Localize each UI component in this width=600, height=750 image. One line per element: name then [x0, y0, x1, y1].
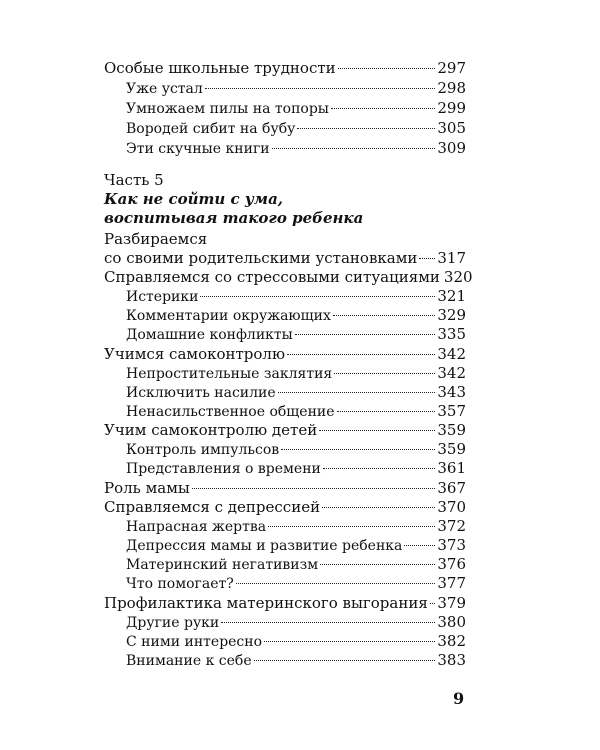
toc-subentry	[126, 78, 466, 99]
toc-subentry	[126, 458, 466, 479]
toc-entry-page: 361	[437, 459, 466, 477]
toc-subentry	[126, 535, 466, 556]
toc-entry-page: 320	[443, 268, 473, 286]
toc-entry-title: Учим самоконтролю детей	[104, 421, 318, 439]
toc-entry-title: Что помогает?	[126, 576, 234, 592]
toc-entry-title: Особые школьные трудности	[104, 59, 336, 77]
toc-subentry	[126, 305, 466, 326]
leader-dots	[319, 430, 435, 431]
toc-entry-title: со своими родительскими установками	[104, 249, 418, 267]
toc-entry-title: Другие руки	[126, 615, 220, 631]
toc-entry-page: 359	[437, 440, 466, 458]
leader-dots	[205, 88, 436, 89]
part-label: Часть 5	[104, 171, 164, 189]
toc-subentry	[126, 286, 466, 307]
toc-subentry	[126, 401, 466, 422]
toc-entry	[104, 593, 466, 613]
toc-entry-page: 379	[437, 594, 466, 612]
toc-entry-page: 305	[437, 119, 466, 137]
toc-entry-title: Напрасная жертва	[126, 519, 267, 535]
leader-dots	[337, 411, 436, 412]
toc-entry-page: 377	[437, 574, 466, 592]
leader-dots	[221, 622, 435, 623]
toc-entry-page: 298	[437, 79, 466, 97]
toc-entry-title: Уже устал	[126, 81, 203, 97]
leader-dots	[430, 603, 436, 604]
toc-subentry	[126, 516, 466, 537]
leader-dots	[322, 507, 435, 508]
part-title-line-1: Как не сойти с ума,	[104, 190, 284, 208]
toc-subentry	[126, 382, 466, 403]
leader-dots	[200, 296, 435, 297]
toc-entry-page: 329	[437, 306, 466, 324]
toc-entry	[104, 267, 473, 287]
toc-entry-title: Роль мамы	[104, 479, 190, 497]
leader-dots	[334, 373, 435, 374]
toc-entry-page: 382	[437, 632, 466, 650]
toc-entry-title: Представления о времени	[126, 461, 321, 477]
leader-dots	[287, 354, 435, 355]
toc-subentry	[126, 650, 466, 671]
leader-dots	[295, 334, 436, 335]
toc-entry-page: 359	[437, 421, 466, 439]
toc-entry-page: 380	[437, 613, 466, 631]
toc-entry-page: 299	[437, 99, 466, 117]
toc-entry-page: 317	[437, 249, 466, 267]
toc-entry-title: Справляемся с депрессией	[104, 498, 321, 516]
toc-entry-title: С ними интересно	[126, 634, 263, 650]
toc-entry-title: Вородей сибит на бубу	[126, 121, 296, 137]
toc-entry	[104, 58, 466, 78]
leader-dots	[264, 641, 435, 642]
toc-subentry	[126, 324, 466, 345]
leader-dots	[320, 564, 435, 565]
leader-dots	[254, 660, 436, 661]
leader-dots	[192, 488, 436, 489]
part-title-line-2: воспитывая такого ребенка	[104, 209, 364, 227]
leader-dots	[281, 449, 435, 450]
toc-entry-page: 367	[437, 479, 466, 497]
leader-dots	[278, 392, 436, 393]
toc-entry-page: 372	[437, 517, 466, 535]
leader-dots	[338, 68, 436, 69]
toc-entry	[104, 248, 466, 268]
toc-entry-title: Непростительные заклятия	[126, 366, 333, 382]
toc-entry-title: Эти скучные книги	[126, 141, 270, 157]
toc-entry-page: 376	[437, 555, 466, 573]
toc-entry-title: Комментарии окружающих	[126, 308, 331, 324]
toc-entry-title: Справляемся со стрессовыми ситуациями	[104, 268, 440, 286]
toc-entry	[104, 344, 466, 364]
toc-entry-page: 297	[437, 59, 466, 77]
leader-dots	[419, 258, 435, 259]
toc-entry-page: 370	[437, 498, 466, 516]
leader-dots	[236, 583, 436, 584]
toc-entry-title: Домашние конфликты	[126, 327, 293, 343]
leader-dots	[272, 148, 436, 149]
toc-subentry	[126, 631, 466, 652]
toc-entry-page: 335	[437, 325, 466, 343]
toc-entry-title: Профилактика материнского выгорания	[104, 594, 428, 612]
toc-entry-title: Исключить насилие	[126, 385, 276, 401]
toc-entry-page: 342	[437, 364, 466, 382]
toc-entry-title: Ненасильственное общение	[126, 404, 335, 420]
leader-dots	[333, 315, 436, 316]
leader-dots	[404, 545, 435, 546]
toc-subentry	[126, 138, 466, 159]
toc-entry-title: Истерики	[126, 289, 199, 305]
toc-entry-title: Внимание к себе	[126, 653, 252, 669]
leader-dots	[331, 108, 435, 109]
leader-dots	[323, 468, 436, 469]
leader-dots	[268, 526, 435, 527]
toc-entry-title: Умножаем пилы на топоры	[126, 101, 329, 117]
toc-entry-title: Материнский негативизм	[126, 557, 319, 573]
toc-subentry	[126, 98, 466, 119]
toc-entry	[104, 478, 466, 498]
toc-entry	[104, 497, 466, 517]
toc-entry-page: 357	[437, 402, 466, 420]
toc-entry-page: 343	[437, 383, 466, 401]
page-number: 9	[453, 689, 465, 708]
toc-entry-page: 373	[437, 536, 466, 554]
toc-entry-title: Учимся самоконтролю	[104, 345, 286, 363]
toc-entry-page: 342	[437, 345, 466, 363]
leader-dots	[297, 128, 435, 129]
toc-subentry	[126, 612, 466, 633]
toc-subentry	[126, 118, 466, 139]
toc-entry-title-line-1: Разбираемся	[104, 230, 208, 248]
toc-entry-page: 383	[437, 651, 466, 669]
toc-subentry	[126, 363, 466, 384]
toc-entry-page: 309	[437, 139, 466, 157]
toc-subentry	[126, 439, 466, 460]
toc-subentry	[126, 554, 466, 575]
toc-entry	[104, 420, 466, 440]
toc-entry-page: 321	[437, 287, 466, 305]
toc-entry-title: Депрессия мамы и развитие ребенка	[126, 538, 403, 554]
toc-entry-title: Контроль импульсов	[126, 442, 280, 458]
toc-subentry	[126, 573, 466, 594]
